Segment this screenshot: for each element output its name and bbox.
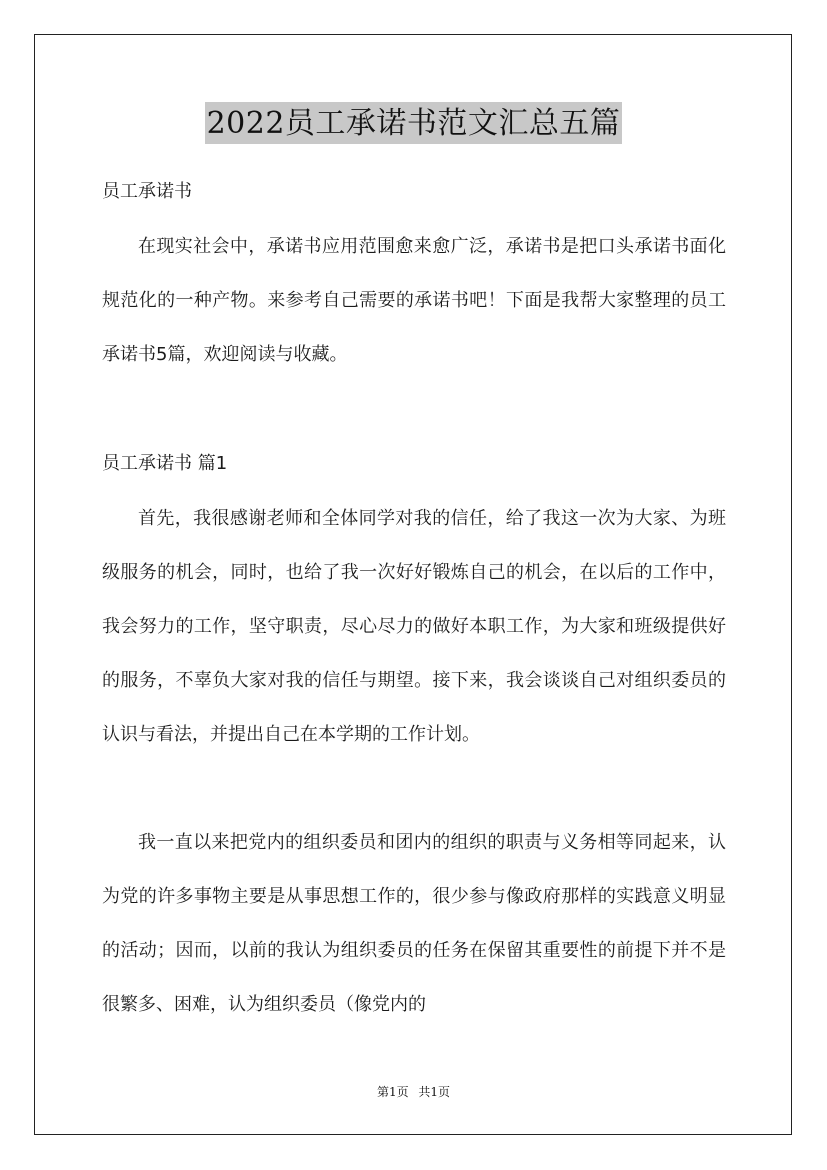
- body-paragraph-1: 首先，我很感谢老师和全体同学对我的信任，给了我这一次为大家、为班级服务的机会，同时，也给了我一次好好锻炼自己的机会，在以后的工作中，我会努力的工作，坚守职责，尽心尽力的做好本职工作，为大家和班级提供好的服务，不辜负大家对我的信任与期望。接下来，我会谈谈自己对组织委员的认识与看法，并提出自己在本学期的工作计划。: [102, 508, 726, 745]
- title-container: [0, 102, 827, 144]
- section-heading-2: 员工承诺书 篇1: [102, 453, 228, 474]
- section-heading-1: 员工承诺书: [102, 181, 192, 202]
- page-number: 第1页: [376, 1085, 409, 1099]
- body-paragraph-2: 我一直以来把党内的组织委员和团内的组织的职责与义务相等同起来，认为党的许多事物主要是从事思想工作的，很少参与像政府那样的实践意义明显的活动；因而，以前的我认为组织委员的任务在保留其重要性的前提下并不是很繁多、困难，认为组织委员（像党内的: [102, 832, 726, 1015]
- page-footer: [0, 1083, 827, 1100]
- intro-paragraph: 在现实社会中，承诺书应用范围愈来愈广泛，承诺书是把口头承诺书面化规范化的一种产物。来参考自己需要的承诺书吧！下面是我帮大家整理的员工承诺书5篇，欢迎阅读与收藏。: [102, 236, 726, 365]
- page-total: 共1页: [418, 1085, 451, 1099]
- document-title: 2022员工承诺书范文汇总五篇: [205, 102, 623, 144]
